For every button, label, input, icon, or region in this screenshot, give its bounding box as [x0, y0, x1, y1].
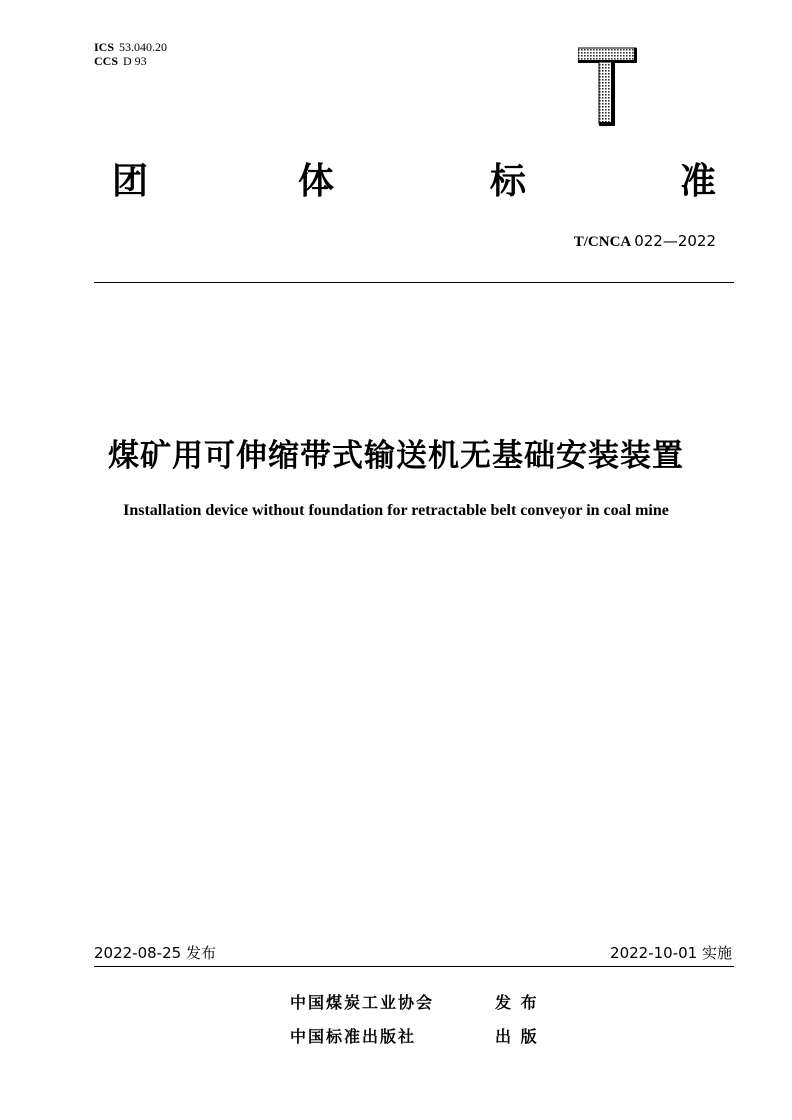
ics-line: [94, 40, 167, 55]
standard-number-value: 022—2022: [634, 232, 716, 250]
bottom-divider: [94, 966, 734, 967]
ics-value: 53.040.20: [119, 40, 168, 54]
standard-number: [574, 232, 716, 251]
publisher-org: 中国标准出版社: [290, 1027, 417, 1046]
standard-type-char: 准: [680, 161, 717, 202]
ics-label: ICS: [94, 40, 115, 54]
publisher-org: 中国煤炭工业协会: [290, 993, 435, 1012]
ccs-value: D 93: [123, 54, 147, 68]
publisher-role: 发 布: [495, 993, 539, 1012]
standard-logo-t-icon: [578, 46, 638, 128]
top-divider: [94, 282, 734, 283]
publisher-role: 出 版: [495, 1027, 539, 1046]
standard-number-prefix: T/CNCA: [573, 234, 631, 250]
title-chinese: 煤矿用可伸缩带式输送机无基础安装装置: [108, 438, 684, 474]
standard-type-char: 团: [112, 161, 149, 202]
title-english: Installation device without foundation for retractable belt conveyor in coal mine: [123, 502, 669, 519]
ccs-line: [94, 54, 147, 69]
standard-type-char: 标: [490, 161, 527, 202]
standard-type-heading: [0, 160, 792, 204]
ccs-label: CCS: [94, 54, 119, 68]
publisher-row: [290, 990, 539, 1013]
implement-date: 2022-10-01 实施: [610, 944, 732, 962]
publisher-row: [290, 1024, 539, 1047]
standard-type-char: 体: [298, 161, 335, 202]
issue-date: 2022-08-25 发布: [94, 944, 216, 962]
